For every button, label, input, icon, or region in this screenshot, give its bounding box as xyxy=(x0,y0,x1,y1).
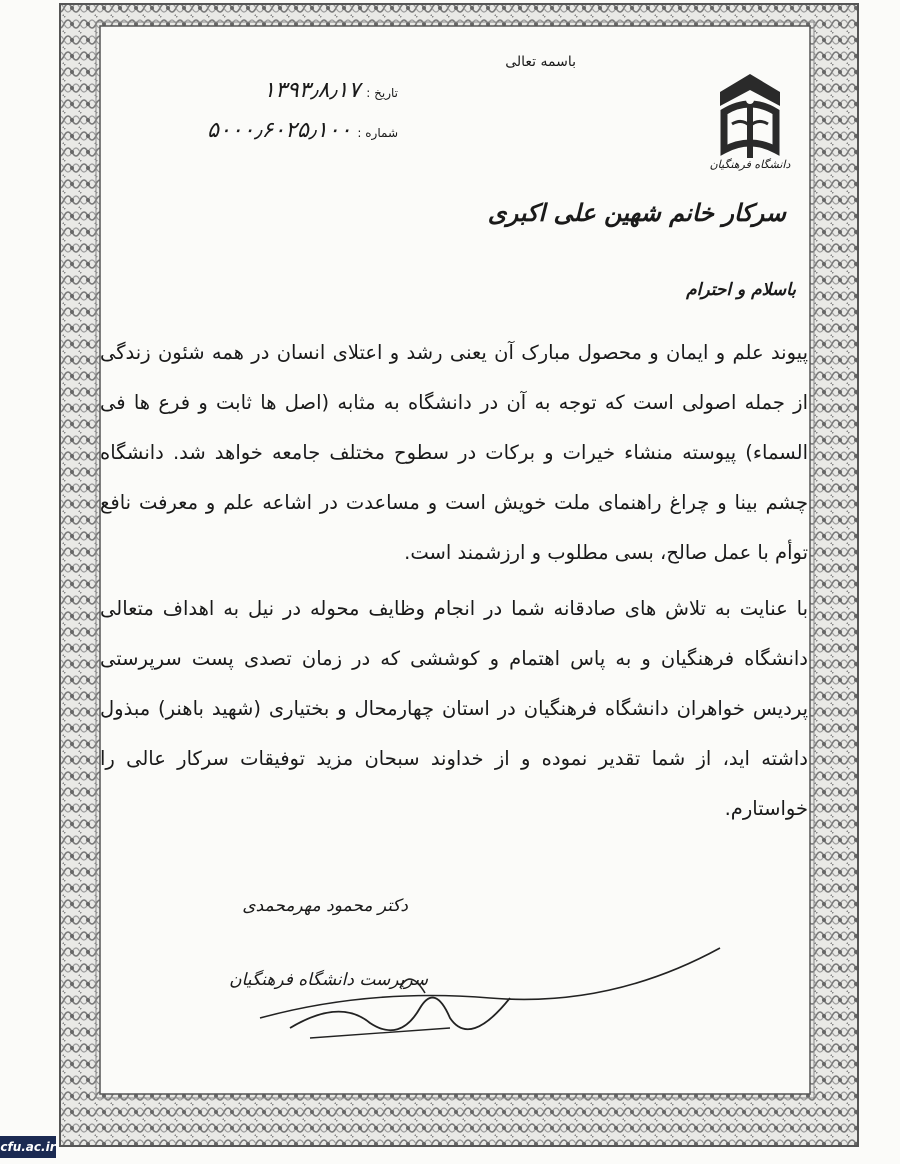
number-value: ۵۰۰۰٫۶۰۲۵٫۱۰۰ xyxy=(207,118,352,143)
site-badge: cfu.ac.ir xyxy=(0,1136,56,1158)
greeting: باسلام و احترام xyxy=(686,280,796,300)
date-field xyxy=(263,78,398,103)
number-field xyxy=(207,118,398,143)
paragraph-1: پیوند علم و ایمان و محصول مبارک آن یعنی رشد و اعتلای انسان در همه شئون زندگی از جمله اصولی است که توجه به آن در دانشگاه به مثابه (اصل ها ثابت و فرع ها فی السماء) پیوسته منشاء خیرات و برکات در سطوح مختلف جامعه خواهد شد. دانشگاه چشم بینا و چراغ راهنمای ملت خویش است و مساعدت در اشاعه علم و معرفت نافع توأم با عمل صالح، بسی مطلوب و ارزشمند است. xyxy=(100,341,808,564)
date-label: تاریخ : xyxy=(366,86,398,100)
handwritten-signature xyxy=(250,928,730,1048)
date-value: ۱۳۹۳٫۸٫۱۷ xyxy=(263,78,361,103)
addressee: سرکار خانم شهین علی اکبری xyxy=(487,198,786,227)
logo-caption: دانشگاه فرهنگیان xyxy=(709,158,791,171)
bismillah-heading: باسمه تعالی xyxy=(505,54,576,70)
signer-title: سرپرست دانشگاه فرهنگیان xyxy=(229,970,428,990)
paragraph-2: با عنایت به تلاش های صادقانه شما در انجام وظایف محوله در نیل به اهداف متعالی دانشگاه فرهنگیان و به پاس اهتمام و کوششی که در زمان تصدی پست سرپرستی پردیس خواهران دانشگاه فرهنگیان در استان چهارمحال و بختیاری (شهید باهنر) مبذول داشته اید، از شما تقدیر نموده و از خداوند سبحان مزید توفیقات سرکار عالی را خواستارم. xyxy=(100,597,808,820)
number-label: شماره : xyxy=(357,126,398,140)
letter-body xyxy=(100,28,808,1088)
signer-name: دکتر محمود مهرمحمدی xyxy=(242,896,408,916)
